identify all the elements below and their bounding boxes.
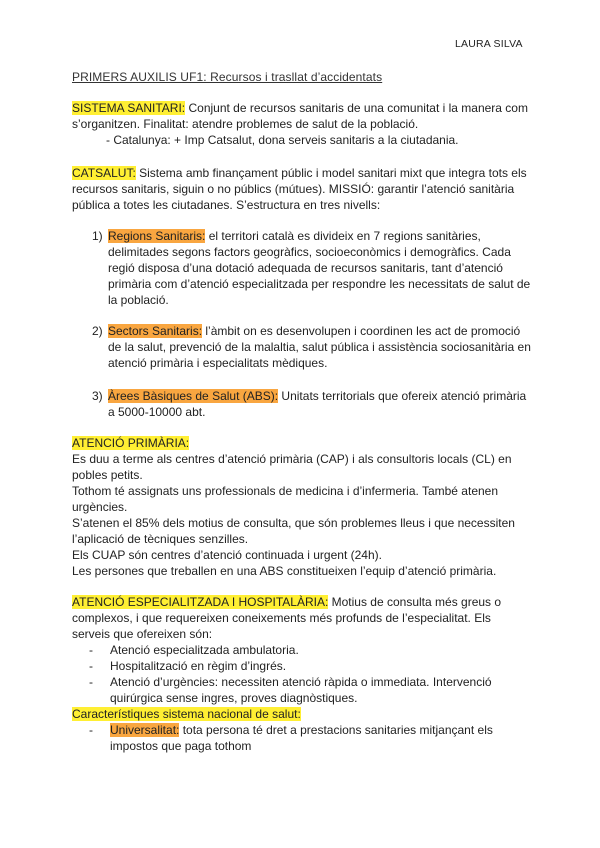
catsalut-paragraph bbox=[72, 165, 532, 213]
item-number: 2) bbox=[92, 324, 103, 338]
item-label: Regions Sanitaris: bbox=[108, 229, 206, 243]
item-label: Sectors Sanitaris: bbox=[108, 324, 203, 338]
paragraph-line: Els CUAP són centres d’atenció continuada i urgent (24h). bbox=[72, 548, 382, 562]
sistema-sanitari-label: SISTEMA SANITARI: bbox=[72, 101, 186, 115]
paragraph-line: Les persones que treballen en una ABS constitueixen l’equip d’atenció primària. bbox=[72, 564, 497, 578]
atencio-primaria-label: ATENCIÓ PRIMÀRIA: bbox=[72, 436, 190, 450]
atencio-especialitzada-section bbox=[72, 594, 532, 754]
sistema-sanitari-text: Conjunt de recursos sanitaris de una comunitat i la manera com s’organitzen. Finalitat: atendre problemes de salut de la població. bbox=[72, 101, 528, 131]
paragraph-line: Es duu a terme als centres d’atenció primària (CAP) i als consultoris locals (CL) en pobles petits. bbox=[72, 452, 512, 482]
sistema-sanitari-paragraph bbox=[72, 100, 532, 148]
list-item bbox=[92, 228, 532, 308]
paragraph-line: Tothom té assignats uns professionals de medicina i d’infermeria. També atenen urgències. bbox=[72, 484, 499, 514]
list-item: - Hospitalització en règim d’ingrés. bbox=[89, 659, 287, 673]
list-item bbox=[92, 323, 532, 371]
caracteristiques-label: Característiques sistema nacional de salut: bbox=[72, 707, 301, 721]
catsalut-text: Sistema amb finançament públic i model sanitari mixt que integra tots els recursos sanitaris, siguin o no públics (mútues). MISSIÓ: garantir l’atenció sanitària pública a totes les ciutadanes. S’estructura en tres nivells: bbox=[72, 166, 527, 212]
paragraph-line: S’atenen el 85% dels motius de consulta, que són problemes lleus i que necessiten l’aplicació de tècniques senzilles. bbox=[72, 516, 515, 546]
list-item: - Universalitat: tota persona té dret a prestacions sanitaries mitjançant els impostos que paga tothom bbox=[89, 723, 493, 753]
atencio-primaria-section bbox=[72, 435, 532, 579]
page-title: PRIMERS AUXILIS UF1: Recursos i trasllat d’accidentats bbox=[72, 70, 383, 84]
sistema-sanitari-sub: - Catalunya: + Imp Catsalut, dona serveis sanitaris a la ciutadania. bbox=[106, 133, 459, 147]
item-text: el territori català es divideix en 7 regions sanitàries, delimitades segons factors geogràfics, socioeconòmics i demogràfics. Cada regió disposa d’una dotació adequada de recursos sanitaris, tant d’atenció primària com d’atenció especialitzada per respondre les necessitats de salut de la població. bbox=[108, 229, 531, 307]
item-label: Àrees Bàsiques de Salut (ABS): bbox=[108, 389, 279, 403]
item-number: 1) bbox=[92, 229, 103, 243]
list-item: - Atenció d’urgències: necessiten atenció ràpida o immediata. Intervenció quirúrgica sense ingres, proves diagnòstiques. bbox=[89, 675, 492, 705]
item-text: l’àmbit on es desenvolupen i coordinen les act de promoció de la salut, prevenció de la malaltia, salut pública i assistència sociosanitària en atenció primària i especialitats mèdiques. bbox=[108, 324, 531, 370]
list-item bbox=[92, 388, 532, 420]
atencio-especialitzada-text: Motius de consulta més greus o complexos, i que requereixen coneixements més profunds de l’especialitat. Els serveis que ofereixen són: bbox=[72, 595, 502, 641]
item-text: tota persona té dret a prestacions sanitaries mitjançant els impostos que paga tothom bbox=[110, 723, 493, 753]
catsalut-label: CATSALUT: bbox=[72, 166, 136, 180]
item-label: Universalitat: bbox=[110, 723, 180, 737]
item-number: 3) bbox=[92, 389, 103, 403]
atencio-especialitzada-label: ATENCIÓ ESPECIALITZADA I HOSPITALÀRIA: bbox=[72, 595, 329, 609]
author-name: LAURA SILVA bbox=[455, 38, 523, 50]
item-text: Unitats territorials que ofereix atenció primària a 5000-10000 abt. bbox=[108, 389, 527, 419]
list-item: - Atenció especialitzada ambulatoria. bbox=[89, 643, 299, 657]
